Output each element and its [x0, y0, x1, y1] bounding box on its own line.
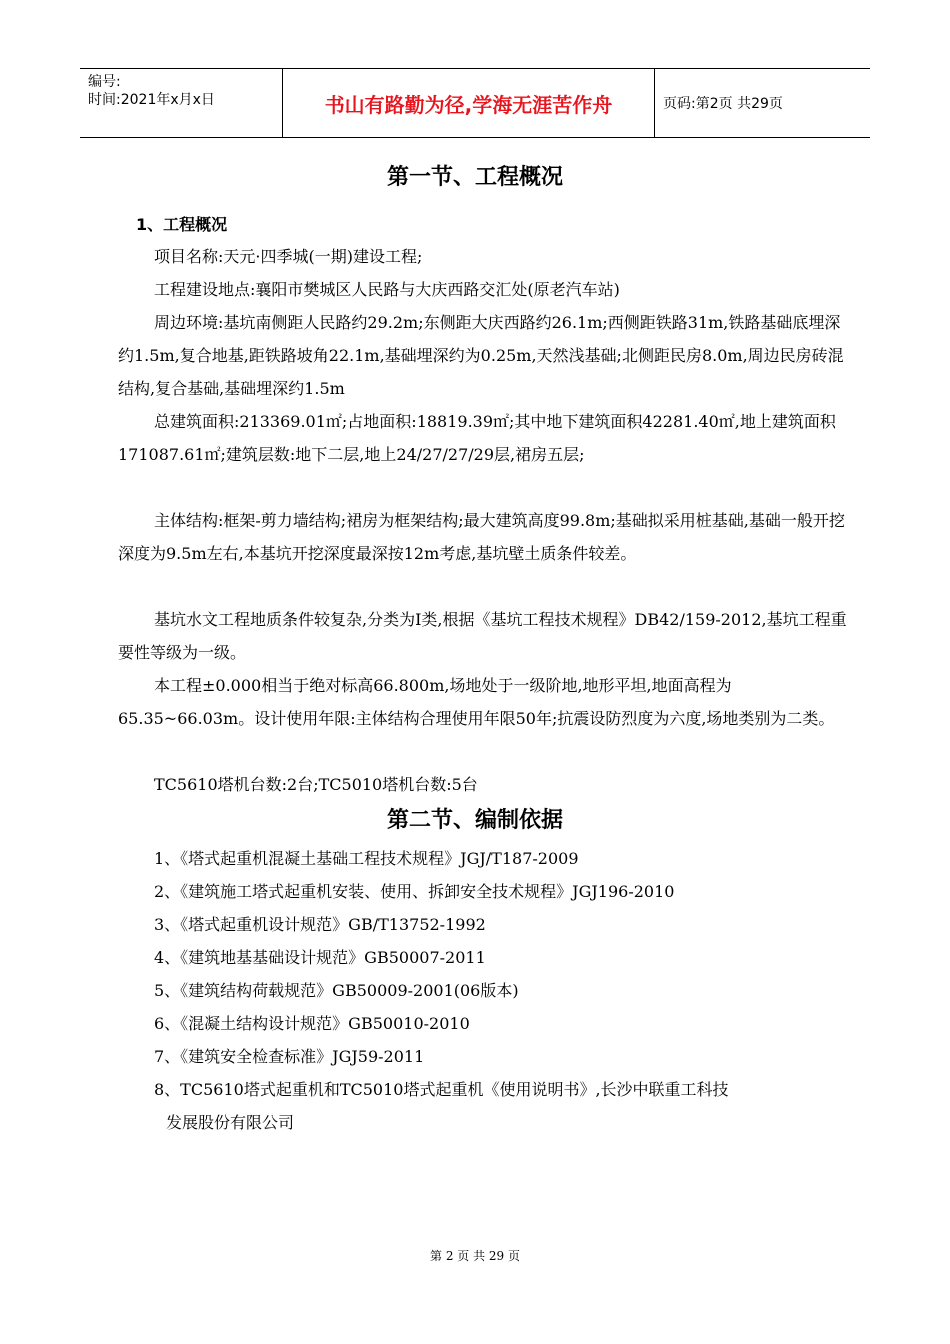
paragraph-cranes: TC5610塔机台数:2台;TC5010塔机台数:5台: [154, 775, 478, 794]
section1-title: 第一节、工程概况: [386, 165, 563, 190]
list-item: 3、《塔式起重机设计规范》GB/T13752-1992: [154, 915, 486, 934]
paragraph-area: 总建筑面积:213369.01㎡;占地面积:18819.39㎡;其中地下建筑面积42281.40㎡,地上建筑面积171087.61㎡;建筑层数:地下二层,地上24/27/27/29层,裙房五层;: [118, 412, 836, 464]
list-item: 6、《混凝土结构设计规范》GB50010-2010: [154, 1014, 470, 1033]
header-meta: [80, 69, 283, 137]
list-item: 5、《建筑结构荷载规范》GB50009-2001(06版本): [154, 981, 519, 1000]
code-label: 编号:: [88, 74, 121, 90]
time-label: 时间:2021年x月x日: [88, 92, 215, 108]
section2-title: 第二节、编制依据: [386, 808, 563, 833]
list-item: 8、TC5610塔式起重机和TC5010塔式起重机《使用说明书》,长沙中联重工科技: [154, 1080, 729, 1099]
header-motto-cell: [283, 69, 655, 137]
list-item: 2、《建筑施工塔式起重机安装、使用、拆卸安全技术规程》JGJ196-2010: [154, 882, 675, 901]
paragraph-elevation: 本工程±0.000相当于绝对标高66.800m,场地处于一级阶地,地形平坦,地面高程为65.35~66.03m。设计使用年限:主体结构合理使用年限50年;抗震设防烈度为六度,场地类别为二类。: [118, 676, 835, 728]
paragraph-structure: 主体结构:框架-剪力墙结构;裙房为框架结构;最大建筑高度99.8m;基础拟采用桩基础,基础一般开挖深度为9.5m左右,本基坑开挖深度最深按12m考虑,基坑壁土质条件较差。: [118, 511, 845, 563]
list-item-continuation: 发展股份有限公司: [166, 1113, 295, 1132]
reference-list: [154, 842, 854, 1139]
page-info: 页码:第2页 共29页: [663, 96, 783, 112]
paragraph-geology: 基坑水文工程地质条件较复杂,分类为Ⅰ类,根据《基坑工程技术规程》DB42/159-2012,基坑工程重要性等级为一级。: [118, 610, 847, 662]
paragraph-location: 工程建设地点:襄阳市樊城区人民路与大庆西路交汇处(原老汽车站): [154, 280, 620, 299]
list-item: 1、《塔式起重机混凝土基础工程技术规程》JGJ/T187-2009: [154, 849, 579, 868]
paragraph-surroundings: 周边环境:基坑南侧距人民路约29.2m;东侧距大庆西路约26.1m;西侧距铁路31m,铁路基础底埋深约1.5m,复合地基,距铁路坡角22.1m,基础埋深约为0.25m,天然浅基础;北侧距民房8.0m,周边民房砖混结构,复合基础,基础埋深约1.5m: [118, 313, 844, 398]
section1-subtitle: 1、工程概况: [136, 215, 228, 234]
paragraph-project-name: 项目名称:天元·四季城(一期)建设工程;: [154, 247, 423, 266]
list-item: 4、《建筑地基基础设计规范》GB50007-2011: [154, 948, 486, 967]
list-item: 7、《建筑安全检查标准》JGJ59-2011: [154, 1047, 425, 1066]
motto-text: 书山有路勤为径,学海无涯苦作舟: [324, 92, 613, 117]
page-header: [80, 68, 870, 138]
page-footer: 第 2 页 共 29 页: [430, 1249, 520, 1263]
